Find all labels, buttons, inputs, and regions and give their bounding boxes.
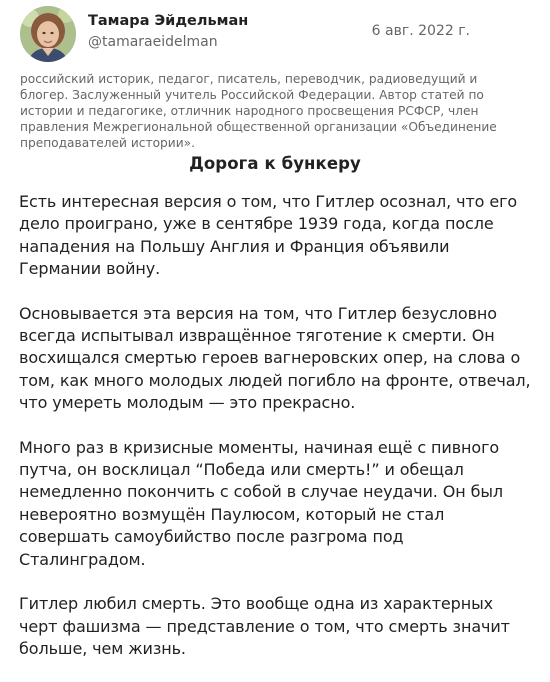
article-title: Дорога к бункеру — [189, 154, 361, 173]
post-date: 6 авг. 2022 г. — [371, 23, 470, 39]
article-paragraph: Есть интересная версия о том, что Гитлер осознал, что его дело проиграно, уже в сентябре 1939 года, когда после нападения на Польшу Англия и Франция объявили Германии войну. — [19, 192, 518, 279]
article-paragraph: Основывается эта версия на том, что Гитлер безусловно всегда испытывал извращённое тяготение к смерти. Он восхищался смертью героев вагнеровских опер, на слова о том, как много молодых людей погибло на фронте, отвечал, что умереть молодым — это прекрасно. — [19, 303, 531, 413]
article-paragraph: Гитлер любил смерть. Это вообще одна из характерных черт фашизма — представление о том, что смерть значит больше, чем жизнь. — [19, 594, 510, 658]
author-name[interactable]: Тамара Эйдельман — [88, 13, 249, 29]
post-header — [0, 0, 550, 70]
author-avatar[interactable] — [20, 6, 76, 62]
author-handle[interactable]: @tamaraeidelman — [88, 34, 218, 50]
avatar-photo-icon — [20, 6, 76, 62]
article-body — [19, 191, 534, 682]
article-paragraph: Много раз в кризисные моменты, начиная ещё с пивного путча, он восклицал “Победа или смерть!” и обещал немедленно покончить с собой в случае неудачи. Он был невероятно возмущён Паулюсом, который не стал совершать самоубийство после разгрома под Сталинградом. — [19, 437, 504, 569]
author-bio: российский историк, педагог, писатель, переводчик, радиоведущий и блогер. Заслуженный учитель Российской Федерации. Автор статей по истории и педагогике, отличник народного просвещения РСФСР, член правления Межрегиональной общественной организации «Объединение преподавателей истории». — [20, 72, 497, 150]
